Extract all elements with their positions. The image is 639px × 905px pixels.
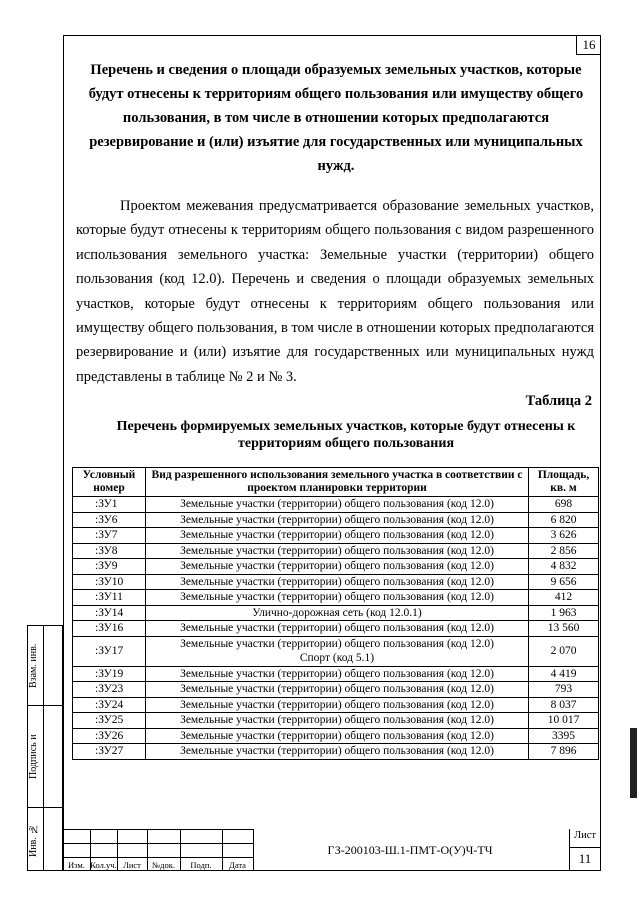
cell-area: 3 626 [529,528,599,544]
cell-area: 4 832 [529,559,599,575]
table-row [73,528,599,544]
cell-area: 7 896 [529,744,599,760]
document-code: ГЗ-200103-Ш.1-ПМТ-О(У)Ч-ТЧ [327,843,493,857]
cell-use: Земельные участки (территории) общего пользования (код 12.0) [145,512,528,528]
section-heading: Перечень и сведения о площади образуемых земельных участков, которые будут отнесены к территориям общего пользования или имуществу общего пользования, в том числе в отношении которых предполагаются резервирование и (или) изъятие для государственных или муниципальных нужд. [88,62,584,174]
stamp-label-koluch: Кол.уч. [90,860,117,870]
cell-number: :ЗУ9 [73,559,146,575]
land-plots-table [72,467,599,760]
table-row [73,574,599,590]
cell-area: 2 070 [529,636,599,666]
table-row [73,590,599,606]
table-row [73,543,599,559]
table-row [73,713,599,729]
cell-area: 698 [529,497,599,513]
table-row [73,605,599,621]
page-number: 16 [576,35,601,55]
cell-number: :ЗУ27 [73,744,146,760]
cell-use: Земельные участки (территории) общего пользования (код 12.0) [145,666,528,682]
stamp-label-list: Лист [123,860,141,870]
body-paragraph: Проектом межевания предусматривается образование земельных участков, которые будут отнесены к территориям общего пользования с видом разрешенного использования земельного участка: Земельные участки (территории) общего пользования (код 12.0). Перечень и сведения о площади образуемых земельных участков, которые будут отнесены к территориям общего пользования или имуществу общего пользования, в том числе в отношении которых предполагаются резервирование и (или) изъятие для государственных или муниципальных нужд представлены в таблице № 2 и № 3. [76,198,594,385]
cell-use: Земельные участки (территории) общего пользования (код 12.0) [145,728,528,744]
cell-area: 3395 [529,728,599,744]
table-label: Таблица 2 [525,393,592,409]
header-number: Условный номер [73,468,146,497]
cell-use: Земельные участки (территории) общего пользования (код 12.0) [145,528,528,544]
cell-area: 13 560 [529,621,599,637]
stamp-label-podp: Подп. [190,860,212,870]
cell-number: :ЗУ17 [73,636,146,666]
cell-area: 412 [529,590,599,606]
cell-number: :ЗУ16 [73,621,146,637]
cell-area: 793 [529,682,599,698]
stamp-label-data: Дата [229,860,246,870]
scan-edge-mark [630,728,637,798]
table-row [73,497,599,513]
cell-number: :ЗУ6 [73,512,146,528]
cell-use: Земельные участки (территории) общего пользования (код 12.0) [145,559,528,575]
cell-number: :ЗУ19 [73,666,146,682]
sidebar-inv [27,807,63,871]
cell-use: Земельные участки (территории) общего пользования (код 12.0) [145,621,528,637]
header-area: Площадь, кв. м [529,468,599,497]
table-row [73,666,599,682]
table-row [73,636,599,666]
sidebar-podpis-label: Подпись и [28,734,39,780]
cell-use: Земельные участки (территории) общего пользования (код 12.0) [145,590,528,606]
sidebar-podpis [27,705,63,807]
table-row [73,512,599,528]
cell-use: Земельные участки (территории) общего пользования (код 12.0) [145,744,528,760]
cell-use: Улично-дорожная сеть (код 12.0.1) [145,605,528,621]
cell-number: :ЗУ10 [73,574,146,590]
sheet-number: 11 [578,851,592,866]
cell-use: Земельные участки (территории) общего пользования (код 12.0) [145,697,528,713]
cell-area: 4 419 [529,666,599,682]
cell-number: :ЗУ1 [73,497,146,513]
table-row [73,559,599,575]
table-row [73,744,599,760]
cell-number: :ЗУ7 [73,528,146,544]
cell-number: :ЗУ26 [73,728,146,744]
cell-area: 1 963 [529,605,599,621]
cell-area: 10 017 [529,713,599,729]
sheet-label: Лист [574,830,596,841]
cell-use: Земельные участки (территории) общего пользования (код 12.0) Спорт (код 5.1) [145,636,528,666]
table-title: Перечень формируемых земельных участков, которые будут отнесены к территориям общего пользования [116,419,576,451]
cell-use: Земельные участки (территории) общего пользования (код 12.0) [145,497,528,513]
cell-use: Земельные участки (территории) общего пользования (код 12.0) [145,713,528,729]
sidebar-inv-label: Инв. № [28,823,39,857]
cell-area: 8 037 [529,697,599,713]
table-row [73,621,599,637]
header-use: Вид разрешенного использования земельного участка в соответствии с проектом планировки территории [145,468,528,497]
cell-number: :ЗУ24 [73,697,146,713]
cell-area: 9 656 [529,574,599,590]
cell-number: :ЗУ25 [73,713,146,729]
cell-area: 2 856 [529,543,599,559]
sidebar-vzam-label: Взам. инв. [28,643,39,689]
table-row [73,697,599,713]
table-row [73,682,599,698]
table-row [73,728,599,744]
table-header-row [73,468,599,497]
cell-number: :ЗУ8 [73,543,146,559]
cell-number: :ЗУ23 [73,682,146,698]
cell-number: :ЗУ14 [73,605,146,621]
cell-use: Земельные участки (территории) общего пользования (код 12.0) [145,574,528,590]
cell-use: Земельные участки (территории) общего пользования (код 12.0) [145,682,528,698]
stamp-label-ndok: №док. [152,860,175,870]
cell-use: Земельные участки (территории) общего пользования (код 12.0) [145,543,528,559]
cell-area: 6 820 [529,512,599,528]
sidebar-vzam [27,625,63,705]
stamp-label-izm: Изм. [68,860,85,870]
cell-number: :ЗУ11 [73,590,146,606]
